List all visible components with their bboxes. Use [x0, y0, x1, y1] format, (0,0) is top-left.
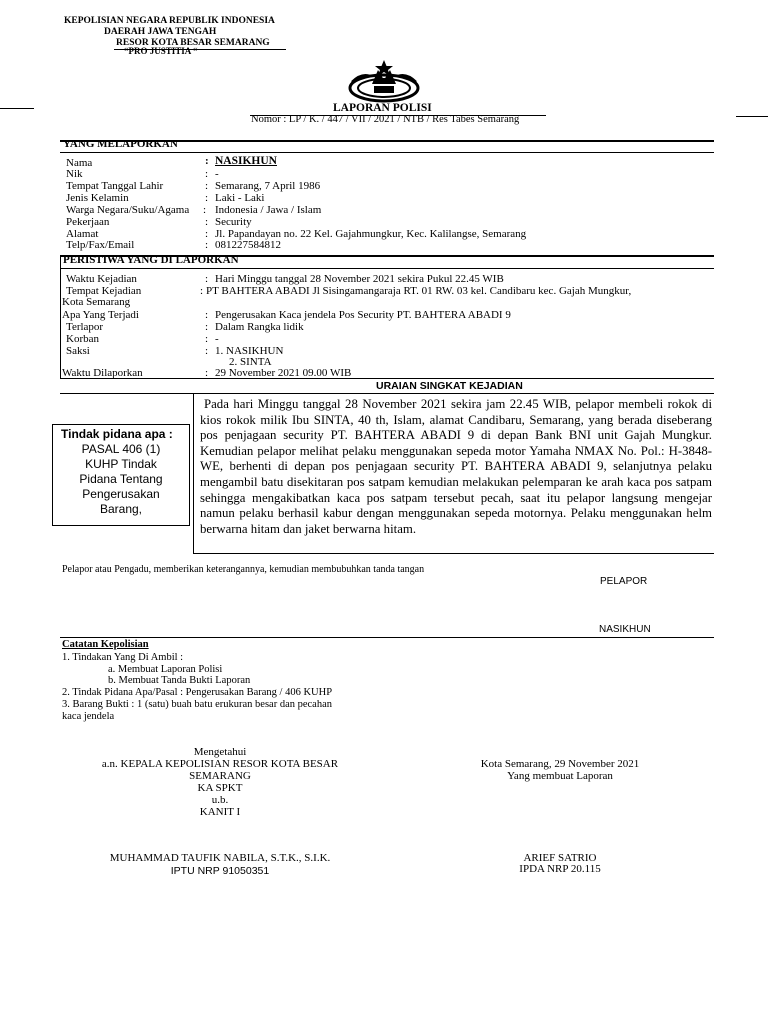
catatan-title: Catatan Kepolisian — [62, 639, 149, 650]
left-sign-line: KANIT I — [199, 806, 241, 818]
field-colon: : — [205, 155, 209, 167]
reporter-statement: Pelapor atau Pengadu, memberikan keterangannya, kemudian membubuhkan tanda tangan — [62, 564, 425, 575]
field-label: Warga Negara/Suku/Agama — [66, 204, 190, 216]
offense-line: Pengerusakan — [82, 487, 160, 501]
field-label: Jenis Kelamin — [66, 192, 129, 204]
field-colon: : — [205, 239, 209, 251]
letterhead-line-4: “PRO JUSTITIA “ — [124, 46, 198, 56]
right-signer-name: ARIEF SATRIO — [523, 852, 597, 864]
field-label: Nama — [66, 157, 93, 169]
reporter-phone: 081227584812 — [215, 239, 281, 251]
section-rule — [60, 152, 714, 153]
left-sign-line: u.b. — [211, 794, 229, 806]
event-victim: - — [215, 333, 219, 345]
event-section-title: PERISTIWA YANG DI LAPORKAN — [63, 254, 239, 266]
field-label: Waktu Kejadian — [66, 273, 137, 285]
offense-box-title: Tindak pidana apa : — [61, 427, 173, 441]
field-label: Saksi — [66, 345, 90, 357]
field-colon: : — [205, 333, 209, 345]
right-sign-role: Yang membuat Laporan — [507, 770, 613, 782]
left-sign-line: a.n. KEPALA KEPOLISIAN RESOR KOTA BESAR — [101, 758, 339, 770]
field-colon: : — [205, 180, 209, 192]
event-left-border — [60, 255, 61, 378]
field-colon: : — [200, 285, 204, 297]
uraian-title: URAIAN SINGKAT KEJADIAN — [376, 380, 523, 392]
reporter-section-title: YANG MELAPORKAN — [63, 138, 178, 150]
field-colon: : — [205, 228, 209, 240]
letterhead-line-2: DAERAH JAWA TENGAH — [104, 27, 217, 37]
catatan-item: b. Membuat Tanda Bukti Laporan — [108, 675, 251, 686]
left-signer-rank: IPTU NRP 91050351 — [170, 865, 270, 877]
left-sign-line: Mengetahui — [193, 746, 247, 758]
offense-line: Pidana Tentang — [79, 472, 163, 486]
field-label: Telp/Fax/Email — [66, 239, 135, 251]
letterhead-line-1: KEPOLISIAN NEGARA REPUBLIK INDONESIA — [64, 16, 275, 26]
left-sign-line: SEMARANG — [189, 770, 251, 782]
reporter-nik: - — [215, 168, 219, 180]
event-witness-1: 1. NASIKHUN — [215, 345, 284, 357]
catatan-item: kaca jendela — [62, 711, 115, 722]
event-witness-2: 2. SINTA — [229, 356, 272, 368]
report-title: LAPORAN POLISI — [333, 102, 432, 114]
section-rule — [60, 268, 714, 269]
field-label: Tempat Tanggal Lahir — [66, 180, 164, 192]
field-colon: : — [203, 204, 207, 216]
right-sign-place-date: Kota Semarang, 29 November 2021 — [480, 758, 640, 770]
margin-mark-right — [736, 116, 768, 117]
field-colon: : — [205, 309, 209, 321]
section-rule — [60, 637, 714, 638]
field-colon: : — [205, 273, 209, 285]
event-place-cont: Kota Semarang — [62, 296, 131, 308]
field-label: Waktu Dilaporkan — [62, 367, 143, 379]
event-time: Hari Minggu tanggal 28 November 2021 sekira Pukul 22.45 WIB — [215, 273, 504, 285]
event-report-time: 29 November 2021 09.00 WIB — [215, 367, 352, 379]
reporter-address: Jl. Papandayan no. 22 Kel. Gajahmungkur, Kec. Kalilangse, Semarang — [215, 228, 527, 240]
field-colon: : — [205, 367, 209, 379]
field-label: Pekerjaan — [66, 216, 110, 228]
field-label: Tempat Kejadian — [66, 285, 142, 297]
report-number: Nomor : LP / K. / 447 / VII / 2021 / NTB / Res Tabes Semarang — [251, 114, 520, 125]
reporter-birth: Semarang, 7 April 1986 — [215, 180, 321, 192]
left-sign-line: KA SPKT — [197, 782, 243, 794]
reporter-occupation: Security — [215, 216, 252, 228]
catatan-item: 1. Tindakan Yang Di Ambil : — [62, 652, 184, 663]
offense-line: KUHP Tindak — [85, 457, 157, 471]
field-label: Apa Yang Terjadi — [62, 309, 139, 321]
field-label: Terlapor — [66, 321, 104, 333]
letterhead-line-3: RESOR KOTA BESAR SEMARANG — [116, 38, 270, 48]
police-emblem-icon — [344, 58, 424, 104]
catatan-item: 2. Tindak Pidana Apa/Pasal : Pengerusakan Barang / 406 KUHP — [62, 687, 333, 698]
event-what: Pengerusakan Kaca jendela Pos Security PT. BAHTERA ABADI 9 — [215, 309, 511, 321]
reporter-name: NASIKHUN — [215, 155, 277, 167]
field-label: Alamat — [66, 228, 99, 240]
field-colon: : — [205, 216, 209, 228]
offense-line: Barang, — [99, 502, 143, 516]
offense-box — [52, 424, 190, 526]
field-colon: : — [205, 192, 209, 204]
catatan-item: a. Membuat Laporan Polisi — [108, 664, 223, 675]
offense-line: PASAL 406 (1) — [81, 442, 161, 456]
section-rule — [60, 378, 714, 379]
field-label: Nik — [66, 168, 83, 180]
right-signer-rank: IPDA NRP 20.115 — [519, 863, 601, 875]
pelapor-name: NASIKHUN — [599, 624, 651, 635]
event-place: PT BAHTERA ABADI Jl Sisingamangaraja RT. 01 RW. 03 kel. Candibaru kec. Gajah Mungkur, — [206, 285, 632, 297]
catatan-item: 3. Barang Bukti : 1 (satu) buah batu erukuran besar dan pecahan — [62, 699, 332, 710]
field-colon: : — [205, 345, 209, 357]
reporter-gender: Laki - Laki — [215, 192, 265, 204]
field-colon: : — [205, 168, 209, 180]
uraian-divider — [193, 393, 194, 553]
incident-narrative: Pada hari Minggu tanggal 28 November 2021 sekira jam 22.45 WIB, pelapor membeli rokok di kios rokok milik Ibu SINTA, 40 th, Islam, alamat Candibaru, Semarang, yang berada diseberang pos penjagaan security PT. BAHTERA ABADI 9 di depan Bank BNI unit Gajah Mungkur. Kemudian pelapor melihat pelaku menggunakan sepeda motor Yamaha NMAX No. Pol.: H-3848-WE, berhenti di depan pos penjagaan security PT. BAHTERA ABADI 9, selanjutnya pelaku mengambil batu disekitaran pos satpam kemudian melakukan pelemparan ke arah kaca pos satpam sehingga mengakibatkan kaca pos satpam tersebut pecah, saat itu pelapor langsung mengejar namun pelaku berhasil kabur dengan menggunakan sepeda motornya. Pelaku menggunakan helm berwarna hitam dan jaket berwarna hitam. — [200, 397, 712, 536]
section-rule — [193, 553, 714, 554]
pelapor-label: PELAPOR — [600, 576, 648, 587]
field-label: Korban — [66, 333, 99, 345]
section-rule — [60, 393, 714, 394]
reporter-nationality: Indonesia / Jawa / Islam — [215, 204, 322, 216]
event-reported-party: Dalam Rangka lidik — [215, 321, 304, 333]
left-signer-name: MUHAMMAD TAUFIK NABILA, S.T.K., S.I.K. — [109, 852, 331, 864]
margin-mark-left — [0, 108, 34, 109]
field-colon: : — [205, 321, 209, 333]
